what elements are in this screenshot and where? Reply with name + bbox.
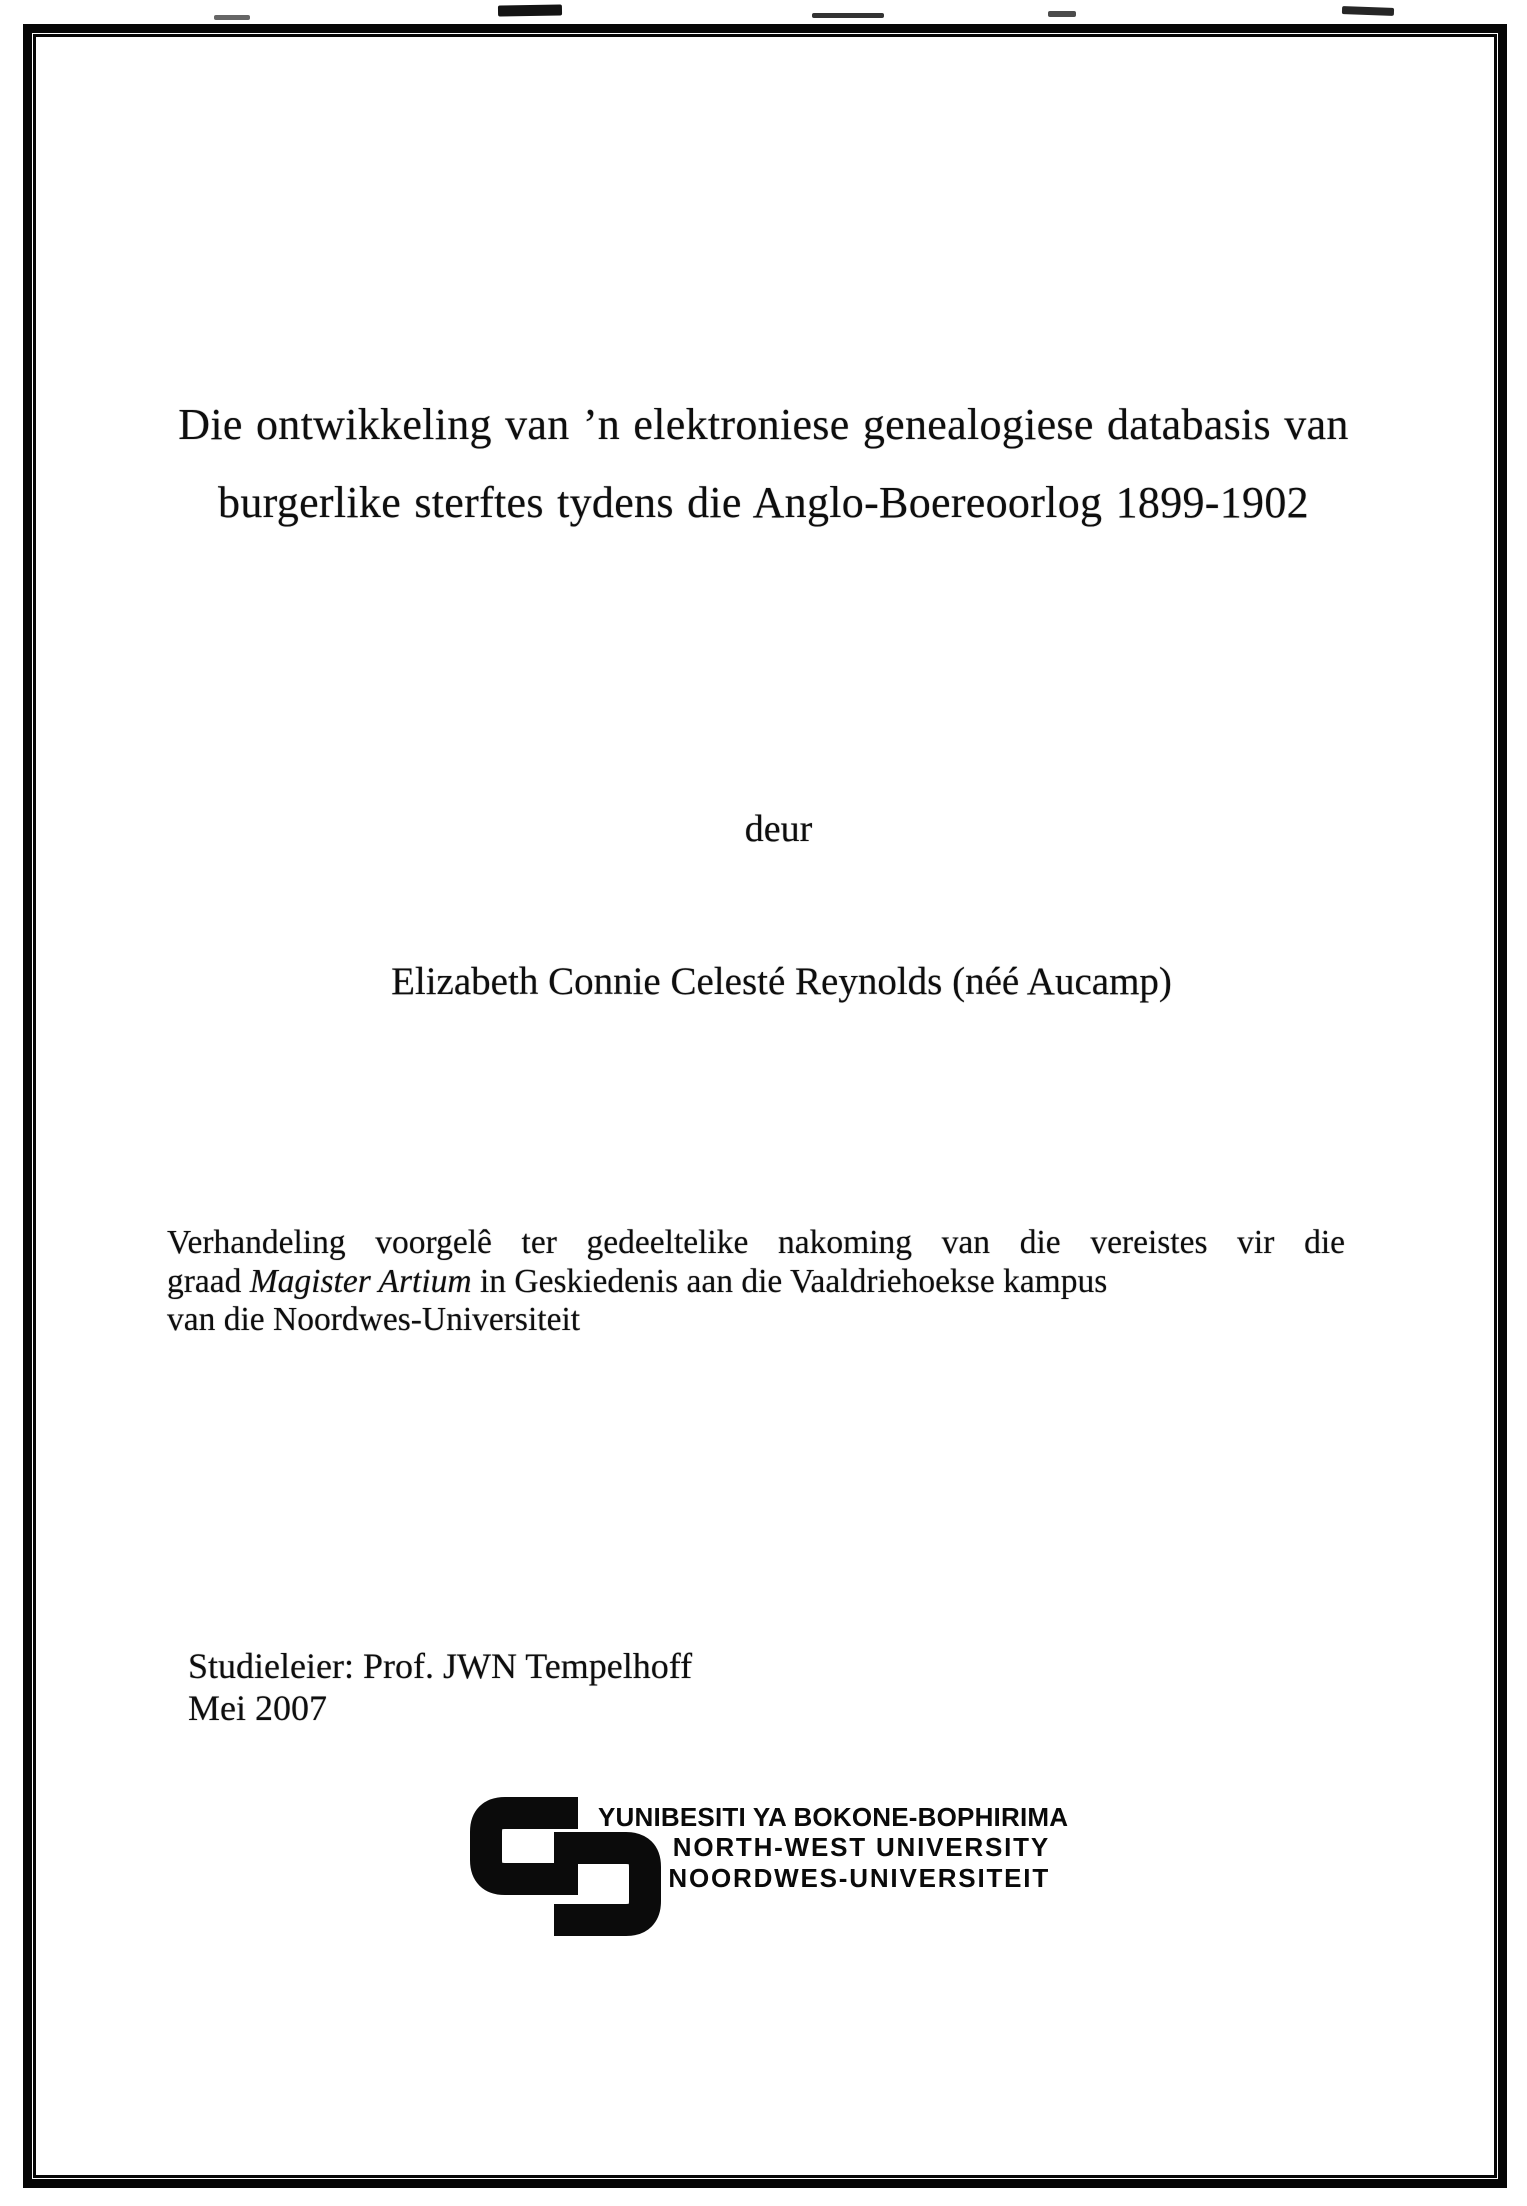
thesis-title-line2: burgerlike sterftes tydens die Anglo-Boereoorlog 1899-1902: [218, 478, 1309, 527]
scan-artifact: [214, 15, 250, 20]
university-logo: [468, 1793, 1088, 1948]
scan-artifact: [1342, 6, 1394, 16]
scan-artifact: [812, 13, 884, 18]
university-name-afrikaans: NOORDWES-UNIVERSITEIT: [668, 1863, 1050, 1893]
degree-statement-line1: Verhandeling voorgelê ter gedeeltelike nakoming van die vereistes vir die: [167, 1224, 1345, 1261]
thesis-title: [100, 386, 1427, 542]
author-name: Elizabeth Connie Celesté Reynolds (néé Aucamp): [391, 960, 1172, 1003]
university-logo-text: [598, 1802, 1069, 1894]
degree-statement-line2-post: in Geskiedenis aan die Vaaldriehoekse kampus: [471, 1262, 1108, 1300]
supervisor-line: Studieleier: Prof. JWN Tempelhoff: [188, 1646, 693, 1686]
thesis-title-line1: Die ontwikkeling van ’n elektroniese genealogiese databasis van: [178, 400, 1349, 449]
degree-statement-line3: van die Noordwes-Universiteit: [167, 1301, 581, 1338]
university-name-english: NORTH-WEST UNIVERSITY: [672, 1832, 1050, 1862]
scan-artifact: [1048, 11, 1076, 17]
degree-statement-line2: [167, 1263, 1345, 1302]
degree-statement-line2-pre: graad: [167, 1262, 250, 1300]
date-line: Mei 2007: [188, 1688, 327, 1728]
byline-label: deur: [744, 808, 813, 850]
university-name-setswana: YUNIBESITI YA BOKONE-BOPHIRIMA: [598, 1802, 1069, 1832]
supervisor-block: [188, 1645, 692, 1729]
degree-statement: [167, 1224, 1345, 1340]
scan-artifact: [498, 4, 562, 16]
degree-name-italic: Magister Artium: [249, 1262, 472, 1300]
